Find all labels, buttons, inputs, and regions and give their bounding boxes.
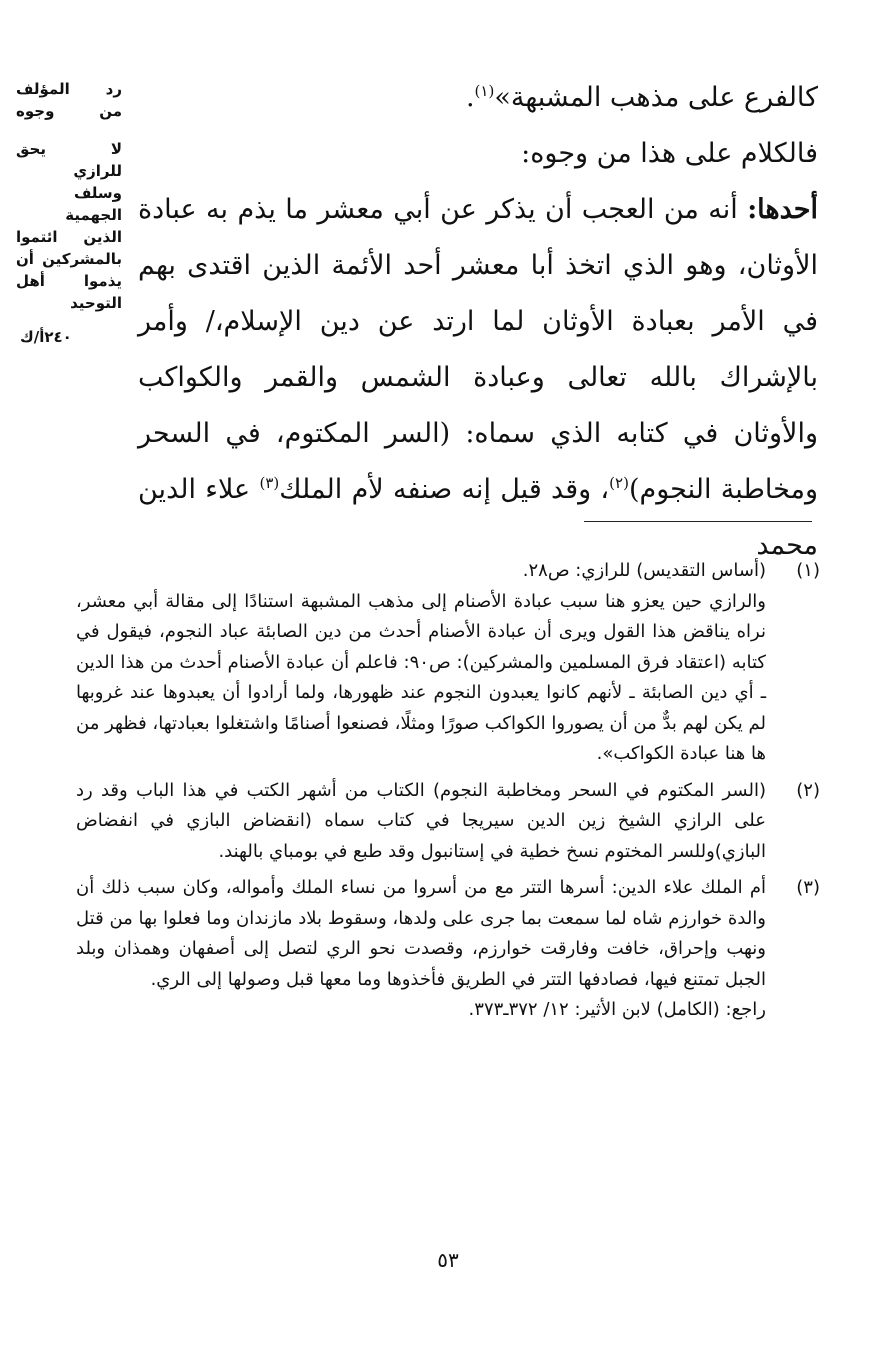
- margin-note-line: بالمشركين أن: [16, 250, 122, 268]
- footnote-text: (السر المكتوم في السحر ومخاطبة النجوم) الكتاب من أشهر الكتب في هذا الباب وقد رد على الرازي الشيخ زين الدين سيريجا في كتاب سماه (انقضاض البازي في انفضاض البازي)وللسر المختوم نسخ خطية في إستانبول وقد طبع في بومباي بالهند.: [76, 779, 766, 862]
- paragraph-text: كالفرع على مذهب المشبهة»: [494, 82, 818, 113]
- footnote-text: راجع: (الكامل) لابن الأثير: ١٢/ ٣٧٢ـ٣٧٣.: [468, 999, 766, 1020]
- footnote-separator: [584, 521, 812, 522]
- manuscript-folio-ref: ٢٤٠أ/ك: [20, 328, 72, 346]
- margin-note-line: لا يحق: [16, 140, 122, 158]
- margin-note-author-reply: [16, 78, 122, 122]
- paragraph-lead: أحدها:: [747, 194, 818, 225]
- margin-note-line: الذين ائتموا: [16, 228, 122, 246]
- footnote-text: (أساس التقديس) للرازي: ص٢٨.: [522, 560, 766, 581]
- margin-note-line: يذموا أهل: [16, 272, 122, 290]
- paragraph-3: [138, 182, 818, 574]
- footnote-1: [76, 556, 820, 770]
- margin-note-line: رد المؤلف: [16, 80, 122, 98]
- footnote-3: [76, 873, 820, 1026]
- footnote-ref[interactable]: (١): [474, 82, 495, 100]
- footnote-ref[interactable]: (٣): [259, 474, 280, 492]
- paragraph-text: علاء الدين محمد: [138, 474, 818, 561]
- page-number: ٥٣: [437, 1248, 459, 1272]
- footnote-2: [76, 776, 820, 868]
- margin-note-line: التوحيد: [70, 294, 122, 312]
- footnote-number: (٢): [796, 779, 820, 801]
- footnote-number: (٣): [796, 877, 820, 898]
- margin-note-line: للرازي: [73, 162, 122, 180]
- margin-note-line: وسلف: [73, 184, 122, 202]
- paragraph-text: أنه من العجب أن يذكر عن أبي معشر ما يذم به عبادة الأوثان، وهو الذي اتخذ أبا معشر أحد الأئمة الذين اقتدى بهم في الأمر بعبادة الأوثان لما ارتد عن دين الإسلام،/ وأمر بالإشراك بالله تعالى وعبادة الشمس والقمر والكواكب والأوثان في كتابه الذي سماه: (السر المكتوم، في السحر ومخاطبة النجوم): [138, 194, 818, 505]
- margin-note-line: الجهمية: [65, 206, 122, 224]
- margin-notes: [16, 78, 122, 348]
- main-text: [138, 70, 818, 574]
- margin-note-line: من وجوه: [16, 102, 122, 120]
- paragraph-2: [138, 126, 818, 182]
- margin-note-razi: [16, 138, 122, 314]
- paragraph-text: فالكلام على هذا من وجوه:: [521, 138, 818, 169]
- paragraph-1: [138, 70, 818, 126]
- footnote-number: (١): [796, 560, 820, 581]
- footnote-text: أم الملك علاء الدين: أسرها التتر مع من أسروا من نساء الملك وأمواله، وكان سبب ذلك أن والدة خوارزم شاه لما سمعت بما جرى على ولدها، وسقوط بلاد مازندان وما فعلوا بها من قتل ونهب وإحراق، خافت وفارقت خوارزم، وقصدت نحو الري لتصل إلى أصفهان وهمذان وبلد الجبل تمتنع فيها، فصادفها التتر في الطريق فأخذوها وما معها قبل وصولها إلى الري.: [76, 877, 766, 990]
- footnotes: [76, 556, 820, 1032]
- footnote-text: والرازي حين يعزو هنا سبب عبادة الأصنام إلى مذهب المشبهة استنادًا إلى مقالة أبي معشر، نراه يناقض هذا القول ويرى أن عبادة الأصنام أحدث من دين الصابئة عباد النجوم، فيقول في كتابه (اعتقاد فرق المسلمين والمشركين): ص٩٠: فاعلم أن عبادة الأصنام أحدث من هذا الدين ـ أي دين الصابئة ـ لأنهم كانوا يعبدون النجوم عند ظهورها، ولما أرادوا أن يعبدوها عند غروبها لم يكن لهم بدٌّ من أن يصوروا الكواكب صورًا ومثلًا، فصنعوا أصنامًا واشتغلوا بعبادتها، فظهر من ها هنا عبادة الكواكب».: [76, 590, 766, 764]
- footnote-ref[interactable]: (٢): [609, 474, 629, 492]
- paragraph-punct: .: [465, 82, 475, 113]
- paragraph-text: ، وقد قيل إنه صنفه لأم الملك: [279, 474, 610, 505]
